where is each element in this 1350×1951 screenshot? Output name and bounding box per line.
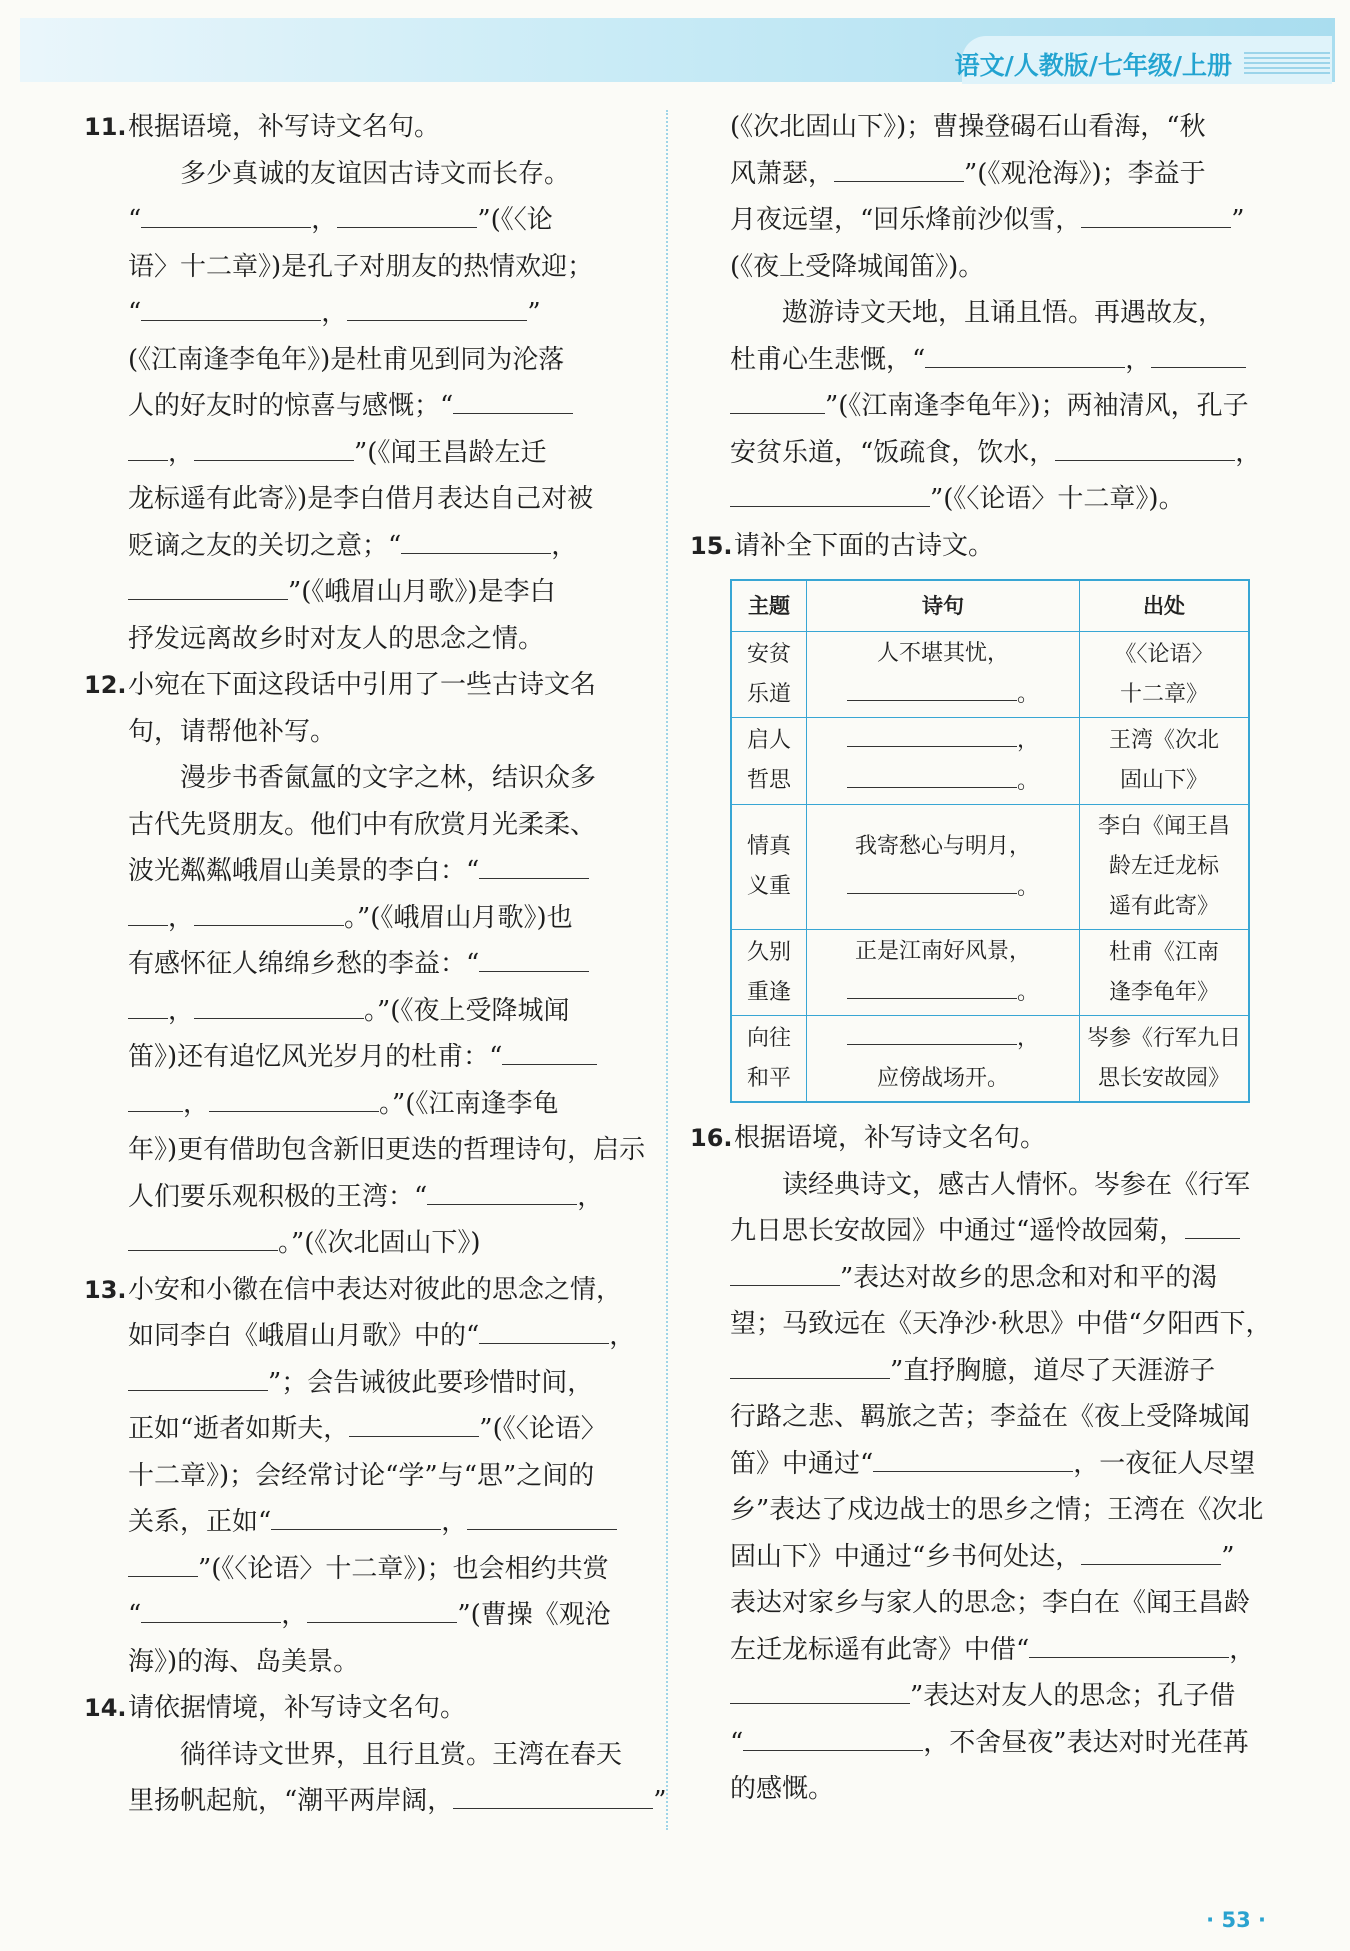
answer-blank[interactable]	[141, 1594, 281, 1623]
answer-blank[interactable]	[307, 1594, 457, 1623]
column-divider	[666, 110, 668, 1830]
text-line: 抒发远离故乡时对友人的思念之情。	[128, 623, 545, 654]
theme-text: 久别	[746, 939, 791, 965]
question-11: 11.根据语境，补写诗文名句。 多少真诚的友谊因古诗文而长存。 “ ， ”(《〈论 语〉十二章》)是孔子对朋友的热情欢迎； “ ， ” (《江南逢李龟年》)是杜甫见到同为沦落 人的好友时的惊喜与感慨；“ ， ”(《闻王昌龄左迁 龙标遥有此寄》)是李白借月表达自己对被 贬谪之友的关切之意；“ ， ”(《峨眉山月歌》)是李白 抒发远离故乡时对友人的思念之情。	[84, 104, 644, 662]
question-16: 16.根据语境，补写诗文名句。 读经典诗文，感古人情怀。岑参在《行军 九日思长安故园》中通过“遥怜故园菊， ”表达对故乡的思念和对和平的渴 望；马致远在《天净沙·秋思》中借“夕阳西下， ”直抒胸臆，道尽了天涯游子 行路之悲、羁旅之苦；李益在《夜上受降城闻 笛》中通过“ ，一夜征人尽望 乡”表达了戍边战士的思乡之情；王湾在《次北 固山下》中通过“乡书何处达， ” 表达对家乡与家人的思念；李白在《闻王昌龄 左迁龙标遥有此寄》中借“ ， ”表达对友人的思念；孔子借 “ ，不舍昼夜”表达对时光荏苒 的感慨。	[690, 1115, 1250, 1813]
text-fragment: 人们要乐观积极的王湾：“	[128, 1181, 428, 1212]
page-header-title: 语文/人教版/七年级/上册	[954, 51, 1232, 80]
text-line: 海》)的海、岛美景。	[128, 1646, 360, 1677]
answer-blank[interactable]	[847, 720, 1017, 747]
answer-blank[interactable]	[128, 1548, 198, 1577]
answer-blank[interactable]	[467, 1501, 617, 1530]
question-prompt: 请依据情境，补写诗文名句。	[128, 1693, 467, 1723]
text-line: 表达对家乡与家人的思念；李白在《闻王昌龄	[730, 1588, 1251, 1618]
theme-text: 义重	[746, 874, 791, 899]
text-fragment: 固山下》中通过“乡书何处达，	[730, 1541, 1082, 1572]
answer-blank[interactable]	[1185, 1210, 1240, 1239]
theme-text: 安贫	[746, 641, 791, 667]
text-fragment: 波光粼粼峨眉山美景的李白：“	[128, 856, 480, 886]
theme-text: 乐道	[746, 681, 791, 707]
text-fragment: 风萧瑟，	[730, 158, 835, 189]
text-fragment: ”表达对故乡的思念和对和平的渴	[840, 1262, 1218, 1293]
text-line: 行路之悲、羁旅之苦；李益在《夜上受降城闻	[730, 1402, 1251, 1432]
text-fragment: ”直抒胸臆，道尽了天涯游子	[890, 1355, 1216, 1386]
text-line: 句，请帮他补写。	[128, 716, 337, 747]
source-text: 思长安故园》	[1097, 1065, 1230, 1091]
answer-blank[interactable]	[128, 1083, 183, 1112]
text-fragment: 正如“逝者如斯夫，	[128, 1414, 350, 1444]
question-12: 12.小宛在下面这段话中引用了一些古诗文名 句，请帮他补写。 漫步书香氤氲的文字之林，结识众多 古代先贤朋友。他们中有欣赏月光柔柔、 波光粼粼峨眉山美景的李白：“ ， 。”(《峨眉山月歌》)也 有感怀征人绵绵乡愁的李益：“ ， 。”(《夜上受降城闻 笛》)还有追忆风光岁月的杜甫：“ ， 。”(《江南逢李龟 年》)更有借助包含新旧更迭的哲理诗句，启示 人们要乐观积极的王湾：“ ， 。”(《次北固山下》)	[84, 662, 644, 1267]
answer-blank[interactable]	[730, 385, 825, 414]
text-fragment: ，一夜征人尽望	[1073, 1448, 1256, 1479]
source-text: 《〈论语〉	[1114, 641, 1214, 667]
text-line: (《江南逢李龟年》)是杜甫见到同为沦落	[128, 344, 565, 375]
question-number: 15.	[690, 531, 733, 560]
answer-blank[interactable]	[730, 1257, 840, 1286]
answer-blank[interactable]	[349, 1408, 479, 1437]
answer-blank[interactable]	[141, 292, 321, 321]
text-fragment: 月夜远望，“回乐烽前沙似雪，	[730, 205, 1082, 235]
answer-blank[interactable]	[730, 1350, 890, 1379]
table-row	[731, 632, 1249, 718]
question-prompt: 根据语境，补写诗文名句。	[734, 1123, 1047, 1153]
question-number: 16.	[690, 1124, 733, 1152]
text-fragment: ”；会告诫彼此要珍惜时间，	[268, 1367, 594, 1398]
text-line: (《次北固山下》)；曹操登碣石山看海，“秋	[730, 112, 1206, 142]
answer-blank[interactable]	[479, 850, 589, 879]
theme-text: 哲思	[746, 768, 791, 793]
answer-blank[interactable]	[128, 1222, 278, 1251]
answer-blank[interactable]	[141, 199, 311, 228]
text-fragment: ”(《〈论	[477, 205, 553, 235]
question-15	[690, 523, 1250, 1104]
answer-blank[interactable]	[834, 153, 964, 182]
answer-blank[interactable]	[427, 1176, 577, 1205]
text-line: 遨游诗文天地，且诵且悟。再遇故友，	[782, 298, 1225, 328]
answer-blank[interactable]	[128, 571, 288, 600]
poem-line: 应傍战场开。	[876, 1066, 1009, 1091]
answer-blank[interactable]	[453, 385, 573, 414]
text-fragment: ，不舍昼夜”表达对时光荏苒	[923, 1727, 1249, 1758]
text-line: 年》)更有借助包含新旧更迭的哲理诗句，启示	[128, 1135, 646, 1165]
theme-text: 和平	[746, 1065, 791, 1091]
question-prompt: 根据语境，补写诗文名句。	[128, 112, 441, 142]
punctuation: ，	[1016, 728, 1039, 753]
poem-line: 人不堪其忧，	[876, 641, 1009, 666]
question-prompt: 小宛在下面这段话中引用了一些古诗文名	[128, 670, 597, 700]
answer-blank[interactable]	[847, 761, 1017, 788]
text-fragment: 杜甫心生悲慨，“	[730, 344, 926, 375]
text-fragment: ”(《〈论语〉十二章》)；也会相约共赏	[198, 1553, 609, 1584]
text-line: (《夜上受降城闻笛》)。	[730, 251, 985, 282]
answer-blank[interactable]	[194, 432, 354, 461]
answer-blank[interactable]	[847, 674, 1017, 701]
poem-table	[730, 579, 1250, 1103]
answer-blank[interactable]	[347, 292, 527, 321]
answer-blank[interactable]	[194, 990, 364, 1019]
text-fragment: 左迁龙标遥有此寄》中借“	[730, 1634, 1030, 1665]
answer-blank[interactable]	[453, 1780, 653, 1809]
table-row	[731, 930, 1249, 1016]
source-text: 龄左迁龙标	[1108, 854, 1219, 879]
answer-blank[interactable]	[925, 339, 1125, 368]
table-header-row	[731, 580, 1249, 632]
punctuation: 。	[1016, 682, 1039, 707]
text-line: 十二章》)；会经常讨论“学”与“思”之间的	[128, 1460, 595, 1491]
answer-blank[interactable]	[479, 943, 589, 972]
theme-text: 情真	[746, 834, 791, 859]
answer-blank[interactable]	[847, 972, 1017, 999]
text-line: 乡”表达了戍边战士的思乡之情；王湾在《次北	[730, 1495, 1264, 1525]
question-prompt: 请补全下面的古诗文。	[734, 530, 995, 561]
question-prompt: 小安和小徽在信中表达对彼此的思念之情，	[128, 1274, 623, 1305]
answer-blank[interactable]	[730, 478, 930, 507]
answer-blank[interactable]	[743, 1722, 923, 1751]
table-row	[731, 718, 1249, 805]
text-line: 徜徉诗文世界，且行且赏。王湾在春天	[180, 1739, 623, 1770]
text-fragment: 如同李白《峨眉山月歌》中的“	[128, 1321, 480, 1351]
text-fragment: ”(《观沧海》)；李益于	[964, 158, 1206, 189]
table-row	[731, 805, 1249, 930]
answer-blank[interactable]	[479, 1315, 609, 1344]
theme-text: 启人	[746, 728, 791, 753]
theme-text: 向往	[746, 1025, 791, 1051]
text-line: 多少真诚的友谊因古诗文而长存。	[180, 158, 571, 189]
header-decoration	[1244, 52, 1330, 74]
text-fragment: ”(《闻王昌龄左迁	[354, 437, 547, 468]
column-header: 主题	[731, 580, 807, 632]
answer-blank[interactable]	[1055, 432, 1235, 461]
answer-blank[interactable]	[194, 897, 344, 926]
punctuation: 。	[1016, 874, 1039, 900]
text-fragment: 。”(《次北固山下》)	[278, 1228, 481, 1258]
text-fragment: 安贫乐道，“饭疏食，饮水，	[730, 437, 1056, 468]
source-text: 逢李龟年》	[1108, 979, 1219, 1005]
text-fragment: 关系，正如“	[128, 1507, 272, 1537]
answer-blank[interactable]	[271, 1501, 441, 1530]
question-number: 14.	[84, 1694, 127, 1722]
answer-blank[interactable]	[337, 199, 477, 228]
source-text: 固山下》	[1119, 768, 1208, 793]
text-fragment: 贬谪之友的关切之意；“	[128, 530, 402, 561]
text-line: 龙标遥有此寄》)是李白借月表达自己对被	[128, 484, 594, 514]
question-number: 13.	[84, 1275, 127, 1304]
answer-blank[interactable]	[128, 897, 168, 926]
punctuation: 。	[1016, 769, 1039, 794]
source-text: 李白《闻王昌	[1097, 814, 1230, 839]
answer-blank[interactable]	[1029, 1629, 1229, 1658]
page-number: · 53 ·	[1206, 1908, 1266, 1932]
text-fragment: 笛》中通过“	[730, 1448, 874, 1479]
text-fragment: 人的好友时的惊喜与感慨；“	[128, 391, 454, 421]
text-fragment: ”(《〈论语〉	[479, 1414, 607, 1444]
answer-blank[interactable]	[401, 525, 551, 554]
answer-blank[interactable]	[847, 1018, 1017, 1045]
answer-blank[interactable]	[128, 432, 168, 461]
poem-line: 正是江南好风景，	[854, 939, 1031, 964]
text-fragment: 笛》)还有追忆风光岁月的杜甫：“	[128, 1042, 503, 1072]
theme-text: 重逢	[746, 979, 791, 1005]
answer-blank[interactable]	[1081, 1536, 1221, 1565]
answer-blank[interactable]	[128, 1362, 268, 1391]
text-fragment: ”(《峨眉山月歌》)是李白	[288, 577, 556, 607]
poem-line: 我寄愁心与明月，	[854, 833, 1031, 859]
text-fragment: 。”(《峨眉山月歌》)也	[344, 902, 573, 933]
answer-blank[interactable]	[873, 1443, 1073, 1472]
text-fragment: 。”(《夜上受降城闻	[364, 995, 570, 1026]
source-text: 杜甫《江南	[1108, 939, 1219, 965]
answer-blank[interactable]	[128, 990, 168, 1019]
punctuation: ，	[1016, 1026, 1039, 1051]
source-text: 十二章》	[1119, 681, 1208, 707]
answer-blank[interactable]	[209, 1083, 379, 1112]
text-fragment: 里扬帆起航，“潮平两岸阔，	[128, 1786, 454, 1816]
question-number: 11.	[84, 113, 127, 141]
text-fragment: 。”(《江南逢李龟	[379, 1088, 559, 1119]
table-row	[731, 1016, 1249, 1103]
column-header: 出处	[1080, 580, 1250, 632]
question-14: 14.请依据情境，补写诗文名句。 徜徉诗文世界，且行且赏。王湾在春天 里扬帆起航，“潮平两岸阔， ”	[84, 1685, 644, 1825]
source-text: 王湾《次北	[1108, 728, 1219, 753]
text-line: 漫步书香氤氲的文字之林，结识众多	[180, 763, 597, 793]
text-line: 望；马致远在《天净沙·秋思》中借“夕阳西下，	[730, 1309, 1272, 1339]
left-column	[84, 104, 667, 1825]
text-line: 古代先贤朋友。他们中有欣赏月光柔柔、	[128, 809, 597, 840]
source-text: 遥有此寄》	[1108, 894, 1219, 919]
source-text: 岑参《行军九日	[1086, 1025, 1241, 1051]
right-column: (《次北固山下》)；曹操登碣石山看海，“秋 风萧瑟， ”(《观沧海》)；李益于 月夜远望，“回乐烽前沙似雪， ” (《夜上受降城闻笛》)。 遨游诗文天地，且诵且悟。再遇故友， 杜甫心生悲慨，“ ， ”(《江南逢李龟年》)；两袖清风，孔子 安贫乐道，“饭疏食，饮水， ， ”(《〈论语〉十二章》)。 15.请补全下面的古诗文。 主题 诗句 出处 安贫 乐道 人不堪其忧， 。 《〈论语〉 十二章》 启人 哲思 ， 。 王湾《次北 固山下》 情真 义重 我寄愁心与明月， 。 李白《闻王昌 龄左迁龙标 遥有此寄》 久别 重逢 正是江南好风景， 。 杜甫《江南 逢李龟年》 向往 和平 ， 应傍战场开。 岑参《行军九日 思长安故园》 16.根据语境，补写诗文名句。 读经典诗文，感古人情怀。岑参在《行军 九日思长安故园》中通过“遥怜故园菊， ”表达对故乡的思念和对和平的渴 望；马致远在《天净沙·秋思》中借“夕阳西下， ”直抒胸臆，道尽了天涯游子 行路之悲、羁旅之苦；李益在《夜上受降城闻 笛》中通过“ ，一夜征人尽望 乡”表达了戍边战士的思乡之情；王湾在《次北 固山下》中通过“乡书何处达， ” 表达对家乡与家人的思念；李白在《闻王昌龄 左迁龙标遥有此寄》中借“ ， ”表达对友人的思念；孔子借 “ ，不舍昼夜”表达对时光荏苒 的感慨。	[690, 104, 1250, 1813]
text-line: 语〉十二章》)是孔子对朋友的热情欢迎；	[128, 251, 594, 282]
punctuation: 。	[1016, 980, 1039, 1005]
text-fragment: 有感怀征人绵绵乡愁的李益：“	[128, 949, 480, 979]
answer-blank[interactable]	[847, 867, 1017, 894]
text-fragment: 九日思长安故园》中通过“遥怜故园菊，	[730, 1216, 1186, 1246]
question-number: 12.	[84, 671, 127, 699]
text-fragment: ”(《江南逢李龟年》)；两袖清风，孔子	[825, 391, 1249, 421]
answer-blank[interactable]	[1081, 199, 1231, 228]
answer-blank[interactable]	[502, 1036, 597, 1065]
text-line: 读经典诗文，感古人情怀。岑参在《行军	[782, 1169, 1251, 1200]
text-fragment: ”表达对友人的思念；孔子借	[910, 1681, 1236, 1711]
text-fragment: ”(《〈论语〉十二章》)。	[930, 484, 1185, 514]
column-header: 诗句	[807, 580, 1080, 632]
page-number-value: 53	[1221, 1908, 1251, 1932]
text-fragment: ”(曹操《观沧	[457, 1600, 611, 1630]
text-line: 的感慨。	[730, 1774, 835, 1804]
answer-blank[interactable]	[1151, 339, 1246, 368]
answer-blank[interactable]	[730, 1675, 910, 1704]
question-13: 13.小安和小徽在信中表达对彼此的思念之情， 如同李白《峨眉山月歌》中的“ ， ”；会告诫彼此要珍惜时间， 正如“逝者如斯夫， ”(《〈论语〉 十二章》)；会经常讨论“学”与“思”之间的 关系，正如“ ， ”(《〈论语〉十二章》)；也会相约共赏 “ ， ”(曹操《观沧 海》)的海、岛美景。	[84, 1267, 644, 1686]
